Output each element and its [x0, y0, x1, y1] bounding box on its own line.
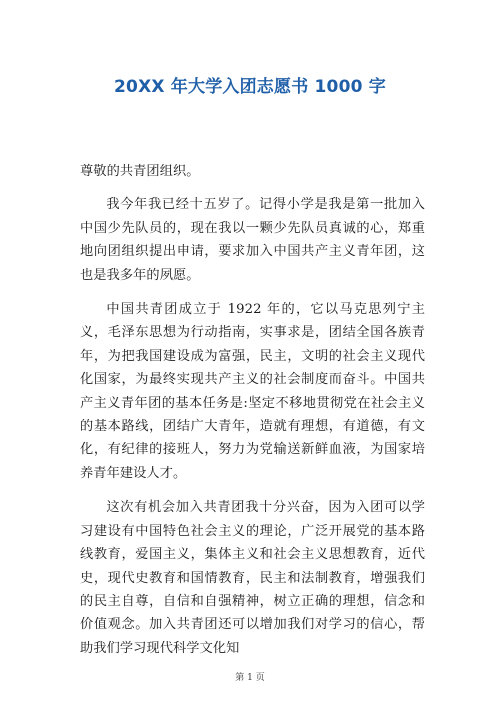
paragraph-3: 这次有机会加入共青团我十分兴奋，因为入团可以学习建设有中国特色社会主义的理论，广泛开展党的基本路线教育，爱国主义，集体主义和社会主义思想教育，近代史，现代史教育和国情教育，民主和法制教育，增强我们的民主自尊，自信和自强精神，树立正确的理想，信念和价值观念。加入共青团还可以增加我们对学习的信心，帮助我们学习现代科学文化知 — [80, 500, 425, 656]
page-number: 第 1 页 — [235, 673, 265, 683]
document-title: 20XX 年大学入团志愿书 1000 字 — [114, 77, 386, 97]
paragraph-2: 中国共青团成立于 1922 年的，它以马克思列宁主义，毛泽东思想为行动指南，实事求是，团结全国各族青年，为把我国建设成为富强，民主，文明的社会主义现代化国家，为最终实现共产主义的社会制度而奋斗。中国共产主义青年团的基本任务是:坚定不移地贯彻党在社会主义的基本路线，团结广大青年，造就有理想，有道德，有文化，有纪律的接班人，努力为党输送新鲜血液，为国家培养青年建设人才。 — [80, 302, 425, 481]
document-body — [80, 160, 425, 671]
salutation: 尊敬的共青团组织。 — [80, 164, 200, 179]
paragraph-1: 我今年我已经十五岁了。记得小学是我是第一批加入中国少先队员的，现在我以一颗少先队员真诚的心，郑重地向团组织提出申请，要求加入中国共产主义青年团，这也是我多年的夙愿。 — [80, 197, 425, 283]
